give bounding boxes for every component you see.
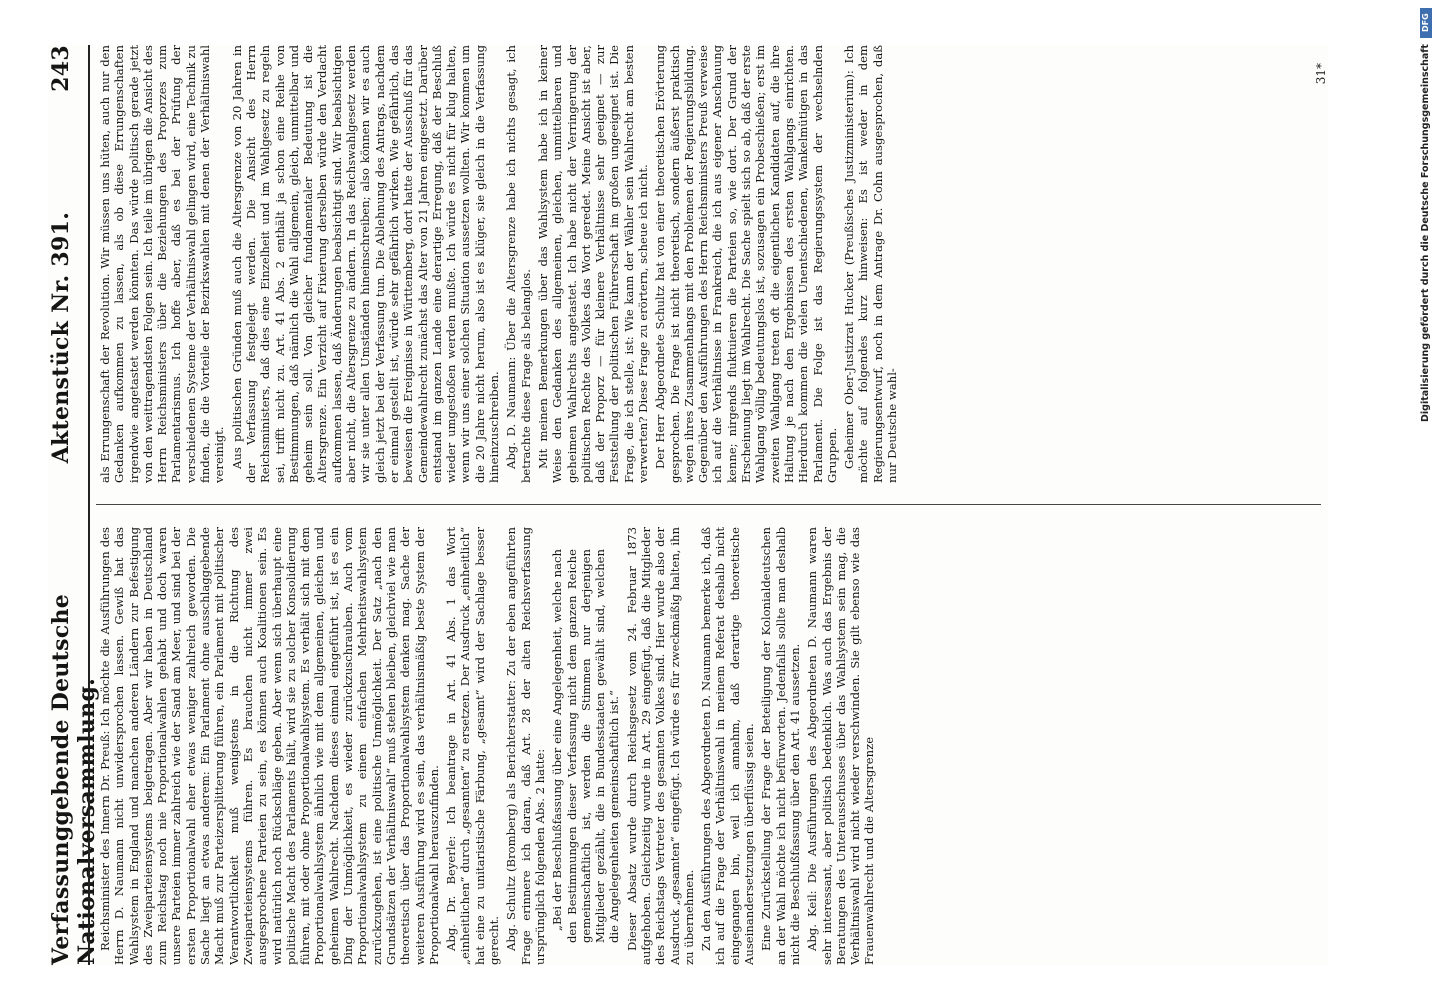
- paragraph: als Errungenschaft der Revolution. Wir müssen uns hüten, auch nur den Gedanken aufkommen zu lassen, als ob diese Errungenschaften irgendwie angetastet werden könnten. Das würde politisch gerade jetzt von den weittragendsten Folgen sein. Ich teile im übrigen die Ansicht des Herrn Reichsministers über die Beziehungen des Proporzes zum Parlamentarismus. Ich hoffe aber, daß es bei der Prüfung der verschiedenen Systeme der Verhältniswahl gelingen wird, eine Technik zu finden, die die Vorteile der Bezirkswahlen mit denen der Verhältniswahl vereinigt.: [98, 45, 227, 483]
- document-page: [48, 45, 1328, 965]
- paragraph: Abg. Schultz (Bromberg) als Berichterstatter: Zu der eben angeführten Frage erinnere ich daran, daß Art. 28 der alten Reichsverfassung ursprünglich folgenden Abs. 2 hatte:: [504, 527, 547, 965]
- left-column: [98, 527, 1313, 965]
- paragraph: Reichsminister des Innern Dr. Preuß: Ich möchte die Ausführungen des Herrn D. Naumann nicht unwidersprochen lassen. Gewiß hat das Wahlsystem in England und manchen anderen Ländern zur Befestigung des Zweiparteiensystems beigetragen. Aber wir haben in Deutschland zum Reichstag noch nie Proportionalwahlen gehabt und doch waren unsere Parteien immer zahlreich wie der Sand am Meer, und sind bei der ersten Proportionalwahl eher etwas weniger zahlreich geworden. Die Sache liegt an etwas anderem: Ein Parlament ohne ausschlaggebende Macht muß zur Parteizersplitterung führen, ein Parlament mit politischer Verantwortlichkeit muß wenigstens in die Richtung des Zweiparteiensystems führen. Es brauchen nicht immer zwei ausgesprochene Parteien zu sein, es können auch Koalitionen sein. Es wird natürlich noch Rückschläge geben. Aber wenn sich überhaupt eine politische Macht des Parlaments hält, wird sie zu solcher Konsolidierung führen, mit oder ohne Proportionalwahlsystem. Es verhält sich mit dem Proportionalwahlsystem ähnlich wie mit dem allgemeinen, gleichen und geheimen Wahlrecht. Nachdem dieses einmal eingeführt ist, ist es ein Ding der Unmöglichkeit, es wieder zurückzuschrauben. Auch vom Proportionalwahlsystem zu einem einfachen Mehrheitswahlsystem zurückzugehen, ist eine politische Unmöglichkeit. Der Satz „nach den Grundsätzen der Verhältniswahl“ muß stehen bleiben, gleichviel wie man theoretisch über das Proportionalwahlsystem denken mag. Sache der weiteren Ausführung wird es sein, das verhältnismäßig beste System der Proportionalwahl herauszufinden.: [98, 527, 441, 965]
- paragraph: Zu den Ausführungen des Abgeordneten D. Naumann bemerke ich, daß ich auf die Frage der Verhältniswahl in meinem Referat deshalb nicht eingegangen bin, weil ich annahm, daß derartige theoretische Auseinandersetzungen überflüssig seien.: [699, 527, 757, 965]
- paragraph: Abg. Keil: Die Ausführungen des Abgeordneten D. Naumann waren sehr interessant, aber politisch bedenklich. Was auch das Ergebnis der Beratungen des Unterausschusses über das Wahlsystem sein mag, die Verhältniswahl wird nicht wieder verschwinden. Sie gilt ebenso wie das Frauenwahlrecht und die Altersgrenze: [805, 527, 877, 965]
- paragraph: Der Herr Abgeordnete Schultz hat von einer theoretischen Erörterung gesprochen. Die Frage ist nicht theoretisch, sondern äußerst praktisch wegen ihres Zusammenhangs mit den Problemen der Regierungsbildung. Gegenüber den Ausführungen des Herrn Reichsministers Preuß verweise ich auf die Verhältnisse in Frankreich, die ich aus eigener Anschauung kenne; nirgends fluktuieren die Parteien so, wie dort. Der Grund der Erscheinung liegt im Wahlrecht. Die Sache spielt sich so ab, daß der erste Wahlgang völlig bedeutungslos ist, sozusagen ein Probeschießen; erst im zweiten Wahlgang treten oft die eigentlichen Kandidaten auf, die ihre Haltung je nach den Ergebnissen des ersten Wahlgangs einrichten. Hierdurch kommen die vielen Unentschiedenen, Wankelmütigen in das Parlament. Die Folge ist das Regierungssystem der wechselnden Gruppen.: [653, 45, 839, 483]
- paragraph: Dieser Absatz wurde durch Reichsgesetz vom 24. Februar 1873 aufgehoben. Gleichzeitig wurde in Art. 29 eingefügt, daß die Mitglieder des Reichstags Vertreter des gesamten Volkes sind. Hier wurde also der Ausdruck „gesamten“ eingefügt. Ich würde es für zweckmäßig halten, ihn zu übernehmen.: [624, 527, 696, 965]
- paragraph: Aus politischen Gründen muß auch die Altersgrenze von 20 Jahren in der Verfassung festgelegt werden. Die Ansicht des Herrn Reichsministers, daß dies eine Einzelheit und im Wahlgesetz zu regeln sei, trifft nicht zu. Art. 41 Abs. 2 enthält ja schon eine Reihe von Bestimmungen, daß nämlich die Wahl allgemein, gleich, unmittelbar und geheim sein soll. Von gleicher fundamentaler Bedeutung ist die Altersgrenze. Ein Verzicht auf Fixierung derselben würde den Verdacht aufkommen lassen, daß Änderungen beabsichtigt sind. Wir beabsichtigen aber nicht, die Altersgrenze zu ändern. In das Reichswahlgesetz werden wir sie unter allen Umständen hineinschreiben; also können wir es auch gleich jetzt bei der Verfassung tun. Die Ablehnung des Antrags, nachdem er einmal gestellt ist, würde sehr gefährlich wirken. Wie gefährlich, das beweisen die Ereignisse in Württemberg, dort hatte der Ausschuß für das Gemeindewahlrecht zunächst das Alter von 21 Jahren eingesetzt. Darüber entstand im ganzen Lande eine derartige Erregung, daß der Beschluß wieder umgestoßen werden mußte. Ich würde es nicht für klug halten, wenn wir uns einer solchen Situation aussetzen wollten. Wir kommen um die 20 Jahre nicht herum, also ist es klüger, sie gleich in die Verfassung hineinzuschreiben.: [229, 45, 502, 483]
- paragraph: Mit meinen Bemerkungen über das Wahlsystem habe ich in keiner Weise den Gedanken des allgemeinen, gleichen, unmittelbaren und geheimen Wahlrechts angetastet. Ich habe nicht der Verringerung der politischen Rechte des Volkes das Wort geredet. Meine Ansicht ist aber, daß der Proporz — für kleinere Verhältnisse sehr geeignet — zur Feststellung der politischen Führerschaft im großen ungeeignet ist. Die Frage, die ich stelle, ist: Wie kann der Wähler sein Wahlrecht am besten verwerten? Diese Frage zu erörtern, scheue ich nicht.: [535, 45, 650, 483]
- page-number: 243: [48, 45, 74, 92]
- paragraph: Abg. D. Naumann: Über die Altersgrenze habe ich nichts gesagt, ich betrachte diese Frage als belanglos.: [504, 45, 533, 483]
- dfg-logo-icon: DFG: [1420, 8, 1432, 38]
- paragraph: Geheimer Ober-Justizrat Hucker (Preußisches Justizministerium): Ich möchte auf folgendes kurz hinweisen: Es ist weder in dem Regierungsentwurf, noch in dem Antrage Dr. Cohn ausgesprochen, daß nur Deutsche wahl-: [842, 45, 900, 483]
- document-number: Aktenstück Nr. 391.: [48, 211, 74, 464]
- digitization-note: Digitalisierung gefördert durch die Deutsche Forschungsgemeinschaft: [1420, 44, 1431, 422]
- paragraph: Eine Zurückstellung der Frage der Beteiligung der Kolonialdeutschen an der Wahl möchte ich nicht befürworten. Jedenfalls sollte man deshalb nicht die Beschlußfassung über den Art. 41 aussetzen.: [759, 527, 802, 965]
- signature-mark: 31*: [1314, 63, 1328, 85]
- running-title: Verfassunggebende Deutsche Nationalversammlung.: [48, 593, 100, 965]
- paragraph: Abg. Dr. Beyerle: Ich beantrage in Art. 41 Abs. 1 das Wort „einheitlichen“ durch „gesamten“ zu ersetzen. Der Ausdruck „einheitlich“ hat eine zu unitaristische Färbung, „gesamt“ wird der Sachlage besser gerecht.: [444, 527, 502, 965]
- page-header: [48, 45, 100, 965]
- column-divider: [96, 504, 1321, 505]
- right-column: [98, 45, 1313, 483]
- quotation: „Bei der Beschlußfassung über eine Angelegenheit, welche nach den Bestimmungen dieser Verfassung nicht dem ganzen Reiche gemeinschaftlich ist, werden die Stimmen nur derjenigen Mitglieder gezählt, die in Bundesstaaten gewählt sind, welchen die Angelegenheiten gemeinschaftlich ist.“: [550, 549, 622, 943]
- header-rule: [88, 45, 90, 965]
